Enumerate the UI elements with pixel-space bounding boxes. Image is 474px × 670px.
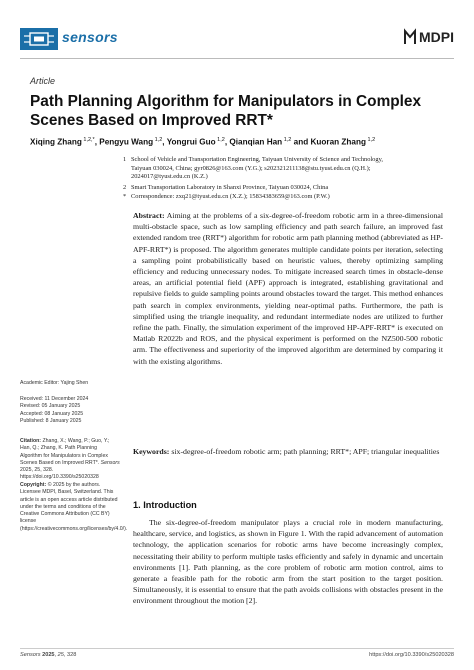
- footer-divider: [20, 648, 454, 649]
- citation: [20, 438, 120, 482]
- article-dates: [20, 396, 120, 425]
- keywords: [133, 446, 443, 457]
- date-revised: Revised: 05 January 2025: [20, 403, 81, 410]
- section-heading-introduction: 1. Introduction: [133, 500, 197, 510]
- mdpi-mark-icon: [403, 28, 417, 46]
- introduction-paragraph: The six-degree-of-freedom manipulator plays a crucial role in modern manufacturing, healthcare, service, and logistics, as shown in Figure 1. With the rapid advancement of automation technology, the application scenarios for robotic arms have become increasingly complex, necessitating their ability to perform multiple tasks efficiently and safely in dynamic and uncertain environments [1]. Path planning, as the core problem of robotic arm motion control, aims to generate a feasible path for the robotic arm from the start position to the target position. Simultaneously, it is essential to ensure that the path avoids collisions with obstacles present in the environment throughout the motion [2].: [133, 518, 443, 606]
- publisher-name: MDPI: [419, 29, 454, 45]
- author-list: Xiqing Zhang $^{1,2,*}$, Pengyu Wang $^{1,2}$, Yongrui Guo $^{1,2}$, Qianqian Han $^{1,2}$ and Kuoran Zhang $^{1,2}$: [30, 137, 376, 147]
- affiliation-1: [123, 156, 443, 186]
- author-affiliation-mark: 1,2: [282, 137, 292, 143]
- sensors-logo-icon: [20, 28, 58, 50]
- author-name[interactable]: Pengyu Wang: [99, 137, 154, 147]
- keywords-text: six-degree-of-freedom robotic arm; path planning; RRT*; APF; triangular inequalities: [171, 447, 440, 456]
- author-affiliation-mark: 1,2: [215, 137, 225, 143]
- affiliation-line: 2024017@tyust.edu.cn (K.Z.): [131, 173, 208, 181]
- author-name[interactable]: Kuoran Zhang: [310, 137, 366, 147]
- correspondence: [123, 193, 443, 203]
- copyright-label: Copyright:: [20, 482, 47, 488]
- affiliation-number: 1: [123, 156, 127, 163]
- paper-title: Path Planning Algorithm for Manipulators in Complex Scenes Based on Improved RRT*: [30, 93, 422, 129]
- header-divider: [20, 58, 454, 59]
- date-published: Published: 8 January 2025: [20, 417, 82, 424]
- copyright: [20, 482, 128, 533]
- affiliation-line: School of Vehicle and Transportation Engineering, Taiyuan University of Science and Technology,: [131, 156, 383, 163]
- publisher-logo[interactable]: [403, 28, 454, 46]
- abstract-text: Aiming at the problems of a six-degree-of-freedom robotic arm in a three-dimensional multi-obstacle space, such as low sampling efficiency and path search failure, an improved fast extended random tree (RRT*) algorithm for robotic arm path planning method (abbreviated as HP-APF-RRT*) is proposed. The algorithm generates multiple candidate points per iteration, selecting a sampling point probabilistically based on heuristic values, thereby optimizing sampling efficiency and reducing unnecessary nodes. To mitigate increased search times in obstacle-dense areas, an artificial potential field (APF) approach is integrated, establishing gravitational and repulsive fields to guide sampling points around obstacles toward the target. This method enhances path search in complex environments, yielding near-optimal paths. Furthermore, the path is simplified using the triangle inequality, and redundant intermediate nodes are utilized to further refine the path. Finally, the simulation experiment of the improved HP-APF-RRT* is executed on Matlab R2022b and ROS, and the physical experiment is performed on the NZ500-500 robotic arm. The effectiveness and superiority of the improved algorithm are determined by comparing it with the existing algorithms.: [133, 211, 443, 366]
- footer-page: 328: [67, 652, 77, 658]
- article-type: Article: [30, 76, 56, 86]
- author-name[interactable]: Yongrui Guo: [166, 137, 216, 147]
- footer-year: 2025: [42, 652, 55, 658]
- citation-text: Zhang, X.; Wang, P.; Guo, Y.; Han, Q.; Zhang, K. Path Planning Algorithm for Manipulators in Complex Scenes Based on Improved RRT*.: [20, 438, 110, 466]
- date-accepted: Accepted: 08 January 2025: [20, 410, 84, 417]
- footer-doi-link[interactable]: https://doi.org/10.3390/s25020328: [369, 652, 454, 658]
- date-received: Received: 11 December 2024: [20, 396, 89, 402]
- citation-volume: 2025, 25, 328.: [20, 467, 54, 474]
- affiliation-number: 2: [123, 184, 127, 191]
- author-affiliation-mark: 1,2,*: [81, 137, 95, 143]
- academic-editor: Academic Editor: Yajing Shen: [20, 380, 89, 386]
- affiliation-line: Smart Transportation Laboratory in Shanxi Province, Taiyuan 030024, China: [131, 184, 329, 191]
- journal-name[interactable]: sensors: [62, 29, 118, 45]
- copyright-text: © 2025 by the authors. Licensee MDPI, Basel, Switzerland. This article is an open access article distributed under the terms and conditions of the Creative Commons Attribution (CC BY) license (https://creativecommons.org/licenses/by/4.0/).: [20, 482, 128, 532]
- author-name[interactable]: Xiqing Zhang: [30, 137, 82, 147]
- affiliation-line: Taiyuan 030024, China; gyr0826@163.com (Y.G.); s202321211138@stu.tyust.edu.cn (Q.H.);: [131, 164, 371, 172]
- affiliation-number: *: [123, 193, 127, 200]
- author-affiliation-mark: 1,2: [365, 137, 376, 143]
- author-affiliation-mark: 1,2: [153, 137, 163, 143]
- citation-label: Citation:: [20, 438, 42, 444]
- abstract-label: Abstract:: [133, 211, 165, 220]
- citation-journal: Sensors: [100, 459, 120, 466]
- keywords-label: Keywords:: [133, 447, 170, 456]
- author-name[interactable]: Qianqian Han: [229, 137, 283, 147]
- abstract: [133, 210, 443, 367]
- journal-logo: [20, 28, 58, 50]
- footer-journal: Sensors: [20, 652, 41, 658]
- footer-volume: 25: [57, 652, 64, 658]
- affiliation-line: Correspondence: zxq21@tyust.edu.cn (X.Z.); 15834383659@163.com (P.W.): [131, 193, 330, 200]
- citation-doi-link[interactable]: https://doi.org/10.3390/s25020328: [20, 474, 99, 481]
- footer-citation: Sensors 2025, 25, 328: [20, 652, 77, 658]
